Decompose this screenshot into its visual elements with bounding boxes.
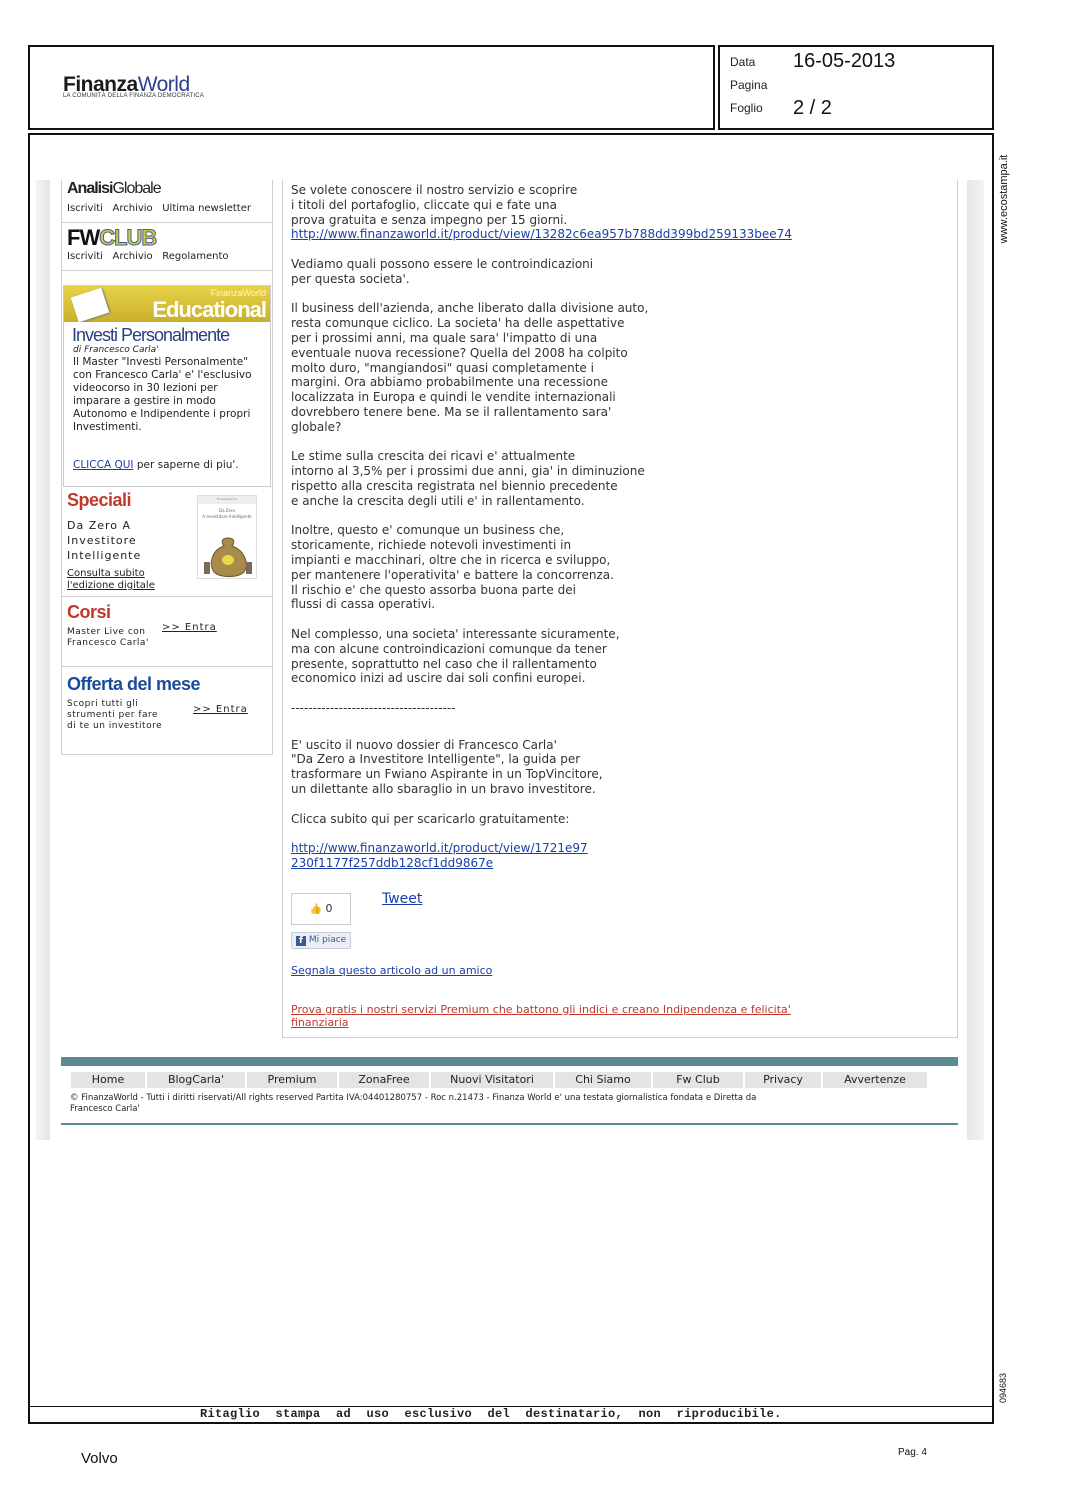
segnala-link[interactable]: Segnala questo articolo ad un amico [291,964,493,977]
spacer [291,612,951,627]
fwclub-club: CLUB [99,225,157,250]
footer-nuovi-visitatori[interactable]: Nuovi Visitatori [431,1072,553,1088]
p7-line4: un dilettante allo sbaraglio in un bravo investitore. [291,782,596,797]
analisi-title-bold: Analisi [67,180,113,197]
spacer [291,509,951,524]
facebook-like-button[interactable] [291,932,351,949]
separator: -------------------------------------- [291,700,456,715]
investi-personalmente-title: Investi Personalmente [72,325,230,345]
footer-menu [71,1072,943,1088]
educational-banner[interactable] [64,286,270,322]
analisi-archivio[interactable]: Archivio [112,203,153,214]
corsi-text-line1: Master Live con [67,627,146,637]
foglio-label: Foglio [730,101,763,115]
data-label: Data [730,55,756,69]
speciali-text-line2: Investitore [67,534,137,547]
educational-text: Il Master "Investi Personalmente" con Francesco Carla' e' l'esclusivo videocorso in 30 lezioni per imparare a gestire in modo Autonomo e Indipendente i propri Investimenti. [73,356,252,433]
footer-fw-club[interactable]: Fw Club [653,1072,743,1088]
p3-line3: per i prossimi anni, ma quale sara' l'impatto di una [291,330,598,345]
like-count: 0 [325,902,333,915]
portfolio-trial-link[interactable]: http://www.finanzaworld.it/product/view/13282c6ea957b788dd399bd259133bee74 [291,227,792,242]
p3-line7: localizzata in Europa e quindi le vendite internazionali [291,390,616,405]
educational-cta [73,459,239,471]
p5-line2: storicamente, richiede notevoli investimenti in [291,538,572,553]
paragraph-3 [291,301,951,434]
fwclub-regolamento[interactable]: Regolamento [162,251,229,262]
facebook-icon: f [296,936,306,946]
page-edge-right [967,180,984,1140]
money-bag-illustration [200,532,256,578]
logo-part1: Finanza [63,73,138,96]
paragraph-1 [291,183,951,242]
page-number: Pag. 4 [898,1447,927,1458]
footer-blogcarla[interactable]: BlogCarla' [147,1072,245,1088]
analisi-links [67,203,251,214]
copyright-line1: © FinanzaWorld - Tutti i diritti riservati/All rights reserved Partita IVA:04401280757 - Roc n.21473 - Finanza World e' una testata giornalistica fondata e Diretta da [70,1093,757,1103]
footer-home[interactable]: Home [71,1072,145,1088]
footer-premium[interactable]: Premium [247,1072,337,1088]
offerta-text [67,699,162,732]
corsi-entra-link[interactable]: >> Entra [162,622,217,633]
fwclub-logo[interactable] [67,225,156,251]
prova-line1: Prova gratis i nostri servizi Premium che battono gli indici e creano Indipendenza e felicita' [291,1003,791,1016]
paragraph-7 [291,738,951,797]
educational-brand: FinanzaWorld [210,288,266,298]
cover-brand: FinanzaWorld [217,497,237,501]
offerta-text-line2: strumenti per fare [67,710,159,720]
p5-line1: Inoltre, questo e' comunque un business che, [291,523,565,538]
spacer [291,797,951,812]
spacer [291,686,951,701]
educational-title: Educational [152,297,266,322]
cover-title-line2: A Investitore Intelligente [202,514,252,519]
paragraph-8: Clicca subito qui per scaricarlo gratuitamente: [291,811,570,826]
dossier-link-line2: 230f1177f257ddb128cf1dd9867e [291,856,494,871]
corsi-text-line2: Francesco Carla' [67,638,149,648]
paper-icon [71,288,109,322]
dossier-link-line1: http://www.finanzaworld.it/product/view/1721e97 [291,841,588,856]
footer-chi-siamo[interactable]: Chi Siamo [555,1072,651,1088]
speciali-link[interactable] [67,568,155,592]
spacer [291,287,951,302]
offerta-entra-link[interactable]: >> Entra [193,704,248,715]
p5-line4: per mantenere l'operativita' e battere la concorrenza. [291,567,614,582]
prova-gratis-link[interactable] [291,1003,791,1029]
footer-zonafree[interactable]: ZonaFree [339,1072,429,1088]
p5-line3: impianti e macchinari, oltre che in ricerca e sviluppo, [291,552,611,567]
clicca-qui-link[interactable]: CLICCA QUI [73,459,134,471]
p6-line1: Nel complesso, una societa' interessante sicuramente, [291,626,620,641]
p5-line6: flussi di cassa operativi. [291,597,436,612]
analisi-globale-logo[interactable] [67,180,161,198]
sidebar-divider [62,270,272,271]
volvo-label: Volvo [81,1450,118,1467]
analisi-iscriviti[interactable]: Iscriviti [67,203,103,214]
foglio-value: 2 / 2 [793,97,832,119]
p7-line3: trasformare un Fwiano Aspirante in un TopVincitore, [291,767,603,782]
analisi-title-rest: Globale [112,180,161,197]
logo-tagline: LA COMUNITÀ DELLA FINANZA DEMOCRATICA [63,93,204,99]
cover-title [200,508,254,520]
paragraph-2 [291,257,951,287]
p2-line2: per questa societa'. [291,271,410,286]
p2-line1: Vediamo quali possono essere le controindicazioni [291,256,594,271]
paragraph-4 [291,449,951,508]
article-body [291,183,951,871]
speciali-text [67,518,141,563]
ecostampa-url: www.ecostampa.it [998,154,1010,244]
analisi-ultima-newsletter[interactable]: Ultima newsletter [162,203,251,214]
ritaglio-notice: Ritaglio stampa ad uso esclusivo del destinatario, non riproducibile. [200,1407,782,1421]
footer-bottom-line [61,1123,958,1125]
footer-privacy[interactable]: Privacy [745,1072,821,1088]
like-count-box[interactable] [291,893,351,925]
clicca-qui-suffix: per saperne di piu'. [136,459,239,471]
tweet-button[interactable]: Tweet [382,891,423,907]
speciali-text-line3: Intelligente [67,549,142,562]
p1-line2: i titoli del portafoglio, cliccate qui e fate una [291,197,557,212]
educational-author: di Francesco Carla' [73,345,159,355]
p3-line6: margini. Ora abbiamo probabilmente una recessione [291,375,608,390]
p3-line5: molto duro, "mangiandosi" quasi completamente i [291,360,594,375]
p3-line9: globale? [291,419,342,434]
thumbs-up-icon: 👍 [309,904,322,915]
corsi-title: Corsi [67,602,111,622]
speciali-link-line2: l'edizione digitale [67,580,155,591]
p1-line3: prova gratuita e senza impegno per 15 giorni. [291,212,568,227]
header-meta-box [718,45,994,130]
spacer [291,826,951,841]
offerta-text-line3: di te un investitore [67,721,163,731]
side-code: 094683 [998,1372,1008,1404]
spacer [291,435,951,450]
sidebar-divider [62,666,272,667]
cover-title-line1: Da Zero [218,508,235,513]
p6-line3: presente, soprattutto nel caso che il rallentamento [291,656,597,671]
copyright-line2: Francesco Carla' [70,1104,140,1114]
p4-line3: rispetto alla crescita registrata nel biennio precedente [291,478,618,493]
sidebar-divider [62,596,272,597]
dossier-cover[interactable] [197,495,257,579]
speciali-text-line1: Da Zero A [67,519,132,532]
p4-line2: intorno al 3,5% per i prossimi due anni, gia' in diminuzione [291,464,645,479]
logo-part2: World [137,73,190,96]
prova-line2: finanziaria [291,1016,349,1029]
sidebar [61,180,273,755]
p7-line2: "Da Zero a Investitore Intelligente", la guida per [291,752,581,767]
speciali-title: Speciali [67,490,132,510]
footer-teal-bar [61,1057,958,1066]
data-value: 16-05-2013 [793,50,896,72]
sidebar-divider [62,222,272,223]
p3-line8: dovrebbero tenere bene. Ma se il rallentamento sara' [291,404,612,419]
p1-line1: Se volete conoscere il nostro servizio e scoprire [291,183,578,197]
fwclub-links [67,251,229,262]
p6-line4: economico inizi ad uscire dai soli confini europei. [291,671,586,686]
paragraph-6 [291,627,951,686]
pagina-label: Pagina [730,78,768,92]
spacer [291,242,951,257]
p4-line4: e anche la crescita degli utili e' in rallentamento. [291,493,585,508]
p3-line2: resta comunque ciclico. La societa' ha delle aspettative [291,316,625,331]
paragraph-5 [291,523,951,612]
p6-line2: ma con alcune controindicazioni comunque da tener [291,641,607,656]
educational-box [63,285,271,487]
dossier-download-link[interactable] [291,841,951,871]
p4-line1: Le stime sulla crescita dei ricavi e' attualmente [291,449,576,464]
footer-avvertenze[interactable]: Avvertenze [823,1072,927,1088]
fwclub-archivio[interactable]: Archivio [112,251,153,262]
p3-line4: eventuale nuova recessione? Quella del 2008 ha colpito [291,345,628,360]
corsi-text [67,627,149,649]
mi-piace-label: Mi piace [308,935,347,945]
p5-line5: Il rischio e' che questo assorba buona parte dei [291,582,576,597]
speciali-link-line1: Consulta subito [67,568,145,579]
offerta-text-line1: Scopri tutti gli [67,699,139,709]
footer-copyright [70,1093,950,1115]
page-edge-left [36,180,50,1140]
header-logo-box [28,45,715,130]
fwclub-iscriviti[interactable]: Iscriviti [67,251,103,262]
p3-line1: Il business dell'azienda, anche liberato dalla divisione auto, [291,301,649,316]
spacer [291,716,951,738]
offerta-title: Offerta del mese [67,674,201,694]
fwclub-fw: FW [67,225,100,250]
p7-line1: E' uscito il nuovo dossier di Francesco Carla' [291,737,557,752]
